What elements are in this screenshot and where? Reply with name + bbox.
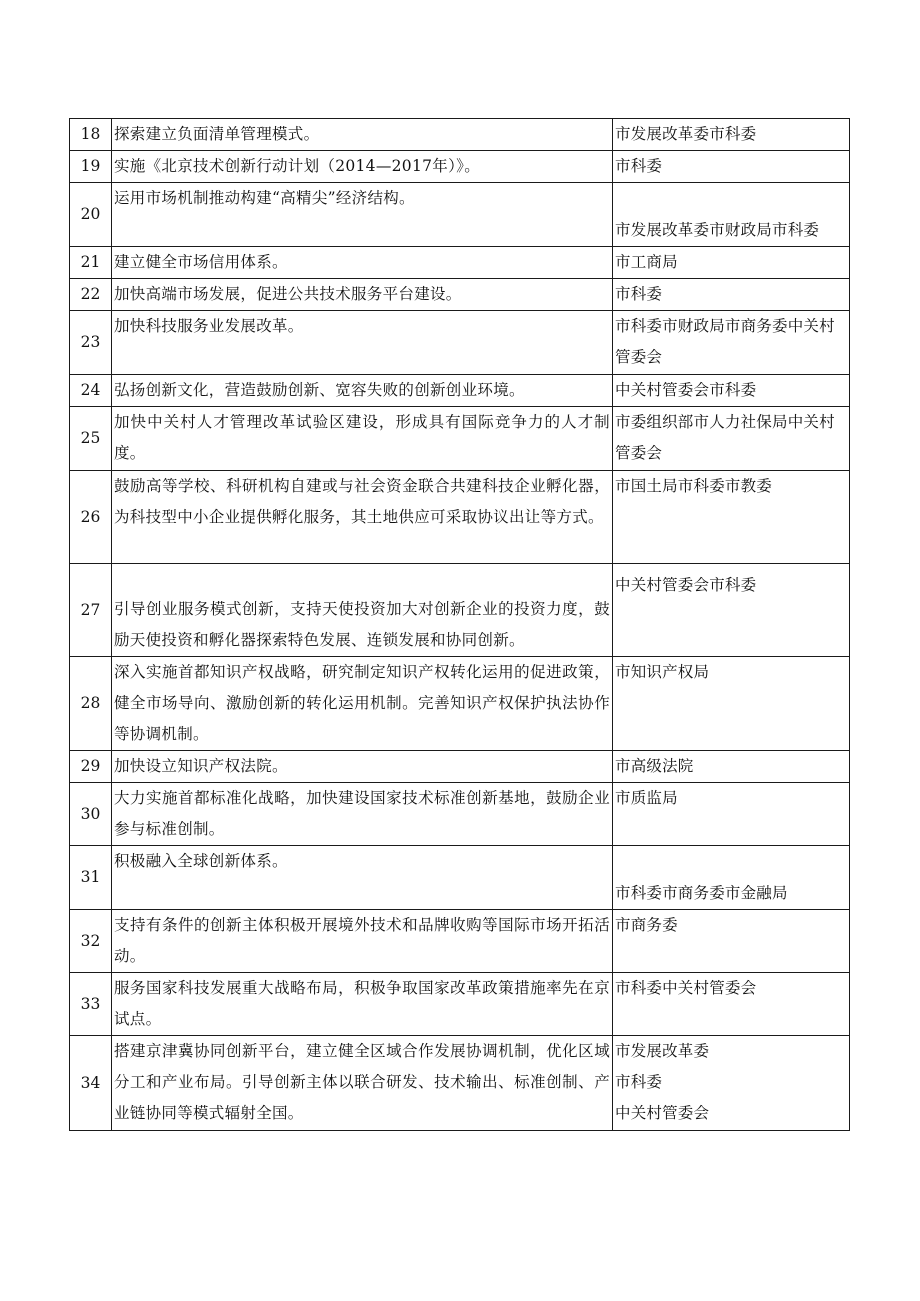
row-number: 27	[70, 564, 112, 657]
row-number: 23	[70, 311, 112, 375]
task-text: 鼓励高等学校、科研机构自建或与社会资金联合共建科技企业孵化器，为科技型中小企业提供孵化服务，其土地供应可采取协议出让等方式。	[112, 471, 613, 564]
responsible-dept: 市科委	[613, 279, 850, 311]
responsible-dept: 市委组织部市人力社保局中关村管委会	[613, 407, 850, 471]
responsible-dept: 中关村管委会市科委	[613, 564, 850, 657]
table-row	[70, 375, 850, 407]
task-table	[69, 118, 850, 1131]
task-text: 运用市场机制推动构建“高精尖”经济结构。	[112, 183, 613, 247]
row-number: 26	[70, 471, 112, 564]
row-number: 25	[70, 407, 112, 471]
responsible-dept: 市发展改革委市财政局市科委	[613, 183, 850, 247]
row-number: 30	[70, 783, 112, 846]
table-row	[70, 973, 850, 1036]
table-row	[70, 471, 850, 564]
task-text: 大力实施首都标准化战略，加快建设国家技术标准创新基地，鼓励企业参与标准创制。	[112, 783, 613, 846]
responsible-dept: 市发展改革委	[615, 1042, 710, 1060]
responsible-dept: 市科委	[615, 1073, 663, 1091]
task-text: 建立健全市场信用体系。	[112, 247, 613, 279]
responsible-dept: 市商务委	[613, 910, 850, 973]
table-row	[70, 151, 850, 183]
row-number: 18	[70, 119, 112, 151]
responsible-dept-list	[613, 1036, 850, 1131]
row-number: 21	[70, 247, 112, 279]
table-row	[70, 657, 850, 751]
responsible-dept: 市质监局	[613, 783, 850, 846]
row-number: 19	[70, 151, 112, 183]
task-text: 支持有条件的创新主体积极开展境外技术和品牌收购等国际市场开拓活动。	[112, 910, 613, 973]
row-number: 28	[70, 657, 112, 751]
task-text: 积极融入全球创新体系。	[112, 846, 613, 910]
table-row	[70, 311, 850, 375]
responsible-dept: 市工商局	[613, 247, 850, 279]
row-number: 20	[70, 183, 112, 247]
task-text: 加快中关村人才管理改革试验区建设，形成具有国际竞争力的人才制度。	[112, 407, 613, 471]
responsible-dept: 市知识产权局	[613, 657, 850, 751]
task-text: 搭建京津冀协同创新平台，建立健全区域合作发展协调机制，优化区域分工和产业布局。引导创新主体以联合研发、技术输出、标准创制、产业链协同等模式辐射全国。	[112, 1036, 613, 1131]
table-row	[70, 183, 850, 247]
row-number: 34	[70, 1036, 112, 1131]
responsible-dept: 市科委中关村管委会	[613, 973, 850, 1036]
task-text: 弘扬创新文化，营造鼓励创新、宽容失败的创新创业环境。	[112, 375, 613, 407]
responsible-dept: 市科委市商务委市金融局	[613, 846, 850, 910]
table-row	[70, 846, 850, 910]
responsible-dept: 市高级法院	[613, 751, 850, 783]
task-text: 服务国家科技发展重大战略布局，积极争取国家改革政策措施率先在京试点。	[112, 973, 613, 1036]
task-text: 引导创业服务模式创新，支持天使投资加大对创新企业的投资力度，鼓励天使投资和孵化器探索特色发展、连锁发展和协同创新。	[112, 564, 613, 657]
table-row	[70, 1036, 850, 1131]
responsible-dept: 市发展改革委市科委	[613, 119, 850, 151]
table-row	[70, 910, 850, 973]
responsible-dept: 市国土局市科委市教委	[613, 471, 850, 564]
row-number: 22	[70, 279, 112, 311]
table-row	[70, 407, 850, 471]
row-number: 24	[70, 375, 112, 407]
responsible-dept: 中关村管委会	[615, 1104, 710, 1122]
task-text: 加快高端市场发展，促进公共技术服务平台建设。	[112, 279, 613, 311]
table-row	[70, 783, 850, 846]
table-row	[70, 564, 850, 657]
table-row	[70, 751, 850, 783]
responsible-dept: 市科委市财政局市商务委中关村管委会	[613, 311, 850, 375]
task-text: 加快设立知识产权法院。	[112, 751, 613, 783]
row-number: 29	[70, 751, 112, 783]
row-number: 31	[70, 846, 112, 910]
table-row	[70, 247, 850, 279]
table-row	[70, 279, 850, 311]
table-row	[70, 119, 850, 151]
row-number: 33	[70, 973, 112, 1036]
task-text: 实施《北京技术创新行动计划（2014—2017年）》。	[112, 151, 613, 183]
task-text: 探索建立负面清单管理模式。	[112, 119, 613, 151]
responsible-dept: 市科委	[613, 151, 850, 183]
row-number: 32	[70, 910, 112, 973]
task-text: 深入实施首都知识产权战略，研究制定知识产权转化运用的促进政策，健全市场导向、激励创新的转化运用机制。完善知识产权保护执法协作等协调机制。	[112, 657, 613, 751]
responsible-dept: 中关村管委会市科委	[613, 375, 850, 407]
task-text: 加快科技服务业发展改革。	[112, 311, 613, 375]
